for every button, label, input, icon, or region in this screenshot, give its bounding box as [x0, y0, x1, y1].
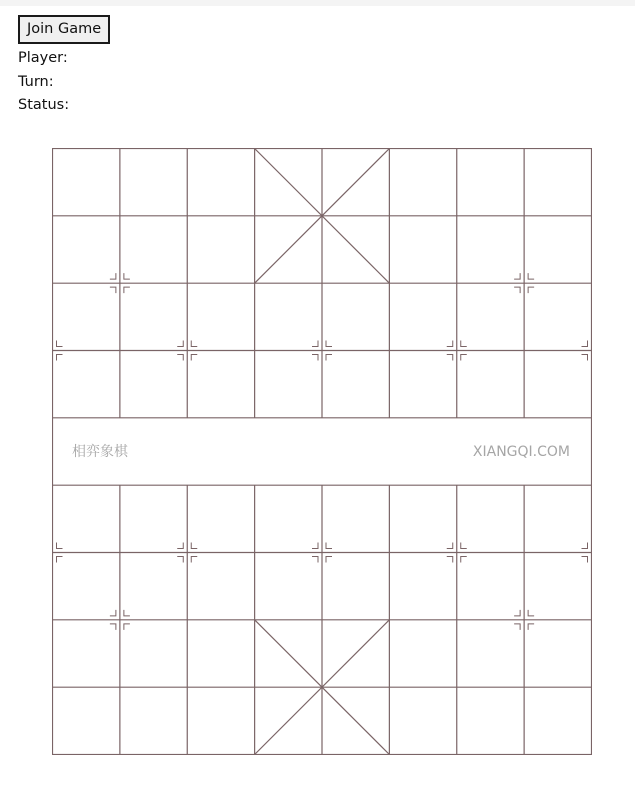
marker-corner	[461, 543, 467, 549]
marker-corner	[110, 624, 116, 630]
player-info: Player:	[18, 50, 68, 66]
marker-corner	[312, 355, 318, 361]
marker-corner	[582, 557, 588, 563]
marker-corner	[528, 273, 534, 279]
marker-corner	[514, 624, 520, 630]
marker-corner	[124, 273, 130, 279]
marker-corner	[582, 543, 588, 549]
marker-corner	[514, 287, 520, 293]
marker-corner	[57, 557, 63, 563]
top-strip	[0, 0, 635, 6]
marker-corner	[57, 355, 63, 361]
marker-corner	[528, 610, 534, 616]
marker-corner	[312, 341, 318, 347]
marker-corner	[447, 355, 453, 361]
marker-corner	[191, 543, 197, 549]
marker-corner	[191, 355, 197, 361]
marker-corner	[447, 543, 453, 549]
marker-corner	[528, 624, 534, 630]
status-info: Status:	[18, 97, 70, 113]
marker-corner	[110, 610, 116, 616]
marker-corner	[312, 557, 318, 563]
river-text-left: 相弈象棋	[72, 444, 128, 460]
marker-corner	[312, 543, 318, 549]
board-svg[interactable]	[52, 148, 592, 755]
marker-corner	[461, 557, 467, 563]
turn-info: Turn:	[18, 73, 54, 90]
marker-corner	[447, 557, 453, 563]
marker-corner	[57, 341, 63, 347]
marker-corner	[124, 624, 130, 630]
xiangqi-board[interactable]	[52, 148, 592, 755]
marker-corner	[110, 273, 116, 279]
marker-corner	[124, 287, 130, 293]
join-game-button[interactable]: Join Game	[18, 15, 110, 44]
marker-corner	[326, 557, 332, 563]
marker-corner	[461, 341, 467, 347]
marker-corner	[191, 341, 197, 347]
marker-corner	[326, 341, 332, 347]
marker-corner	[582, 341, 588, 347]
marker-corner	[528, 287, 534, 293]
marker-corner	[177, 355, 183, 361]
marker-corner	[326, 543, 332, 549]
marker-corner	[177, 557, 183, 563]
marker-corner	[447, 341, 453, 347]
marker-corner	[57, 543, 63, 549]
marker-corner	[461, 355, 467, 361]
marker-corner	[514, 610, 520, 616]
marker-corner	[110, 287, 116, 293]
river-text-right: XIANGQI.COM	[472, 444, 570, 460]
marker-corner	[177, 543, 183, 549]
game-panel	[18, 15, 110, 118]
marker-corner	[326, 355, 332, 361]
marker-corner	[514, 273, 520, 279]
marker-corner	[191, 557, 197, 563]
marker-corner	[177, 341, 183, 347]
marker-corner	[582, 355, 588, 361]
marker-corner	[124, 610, 130, 616]
